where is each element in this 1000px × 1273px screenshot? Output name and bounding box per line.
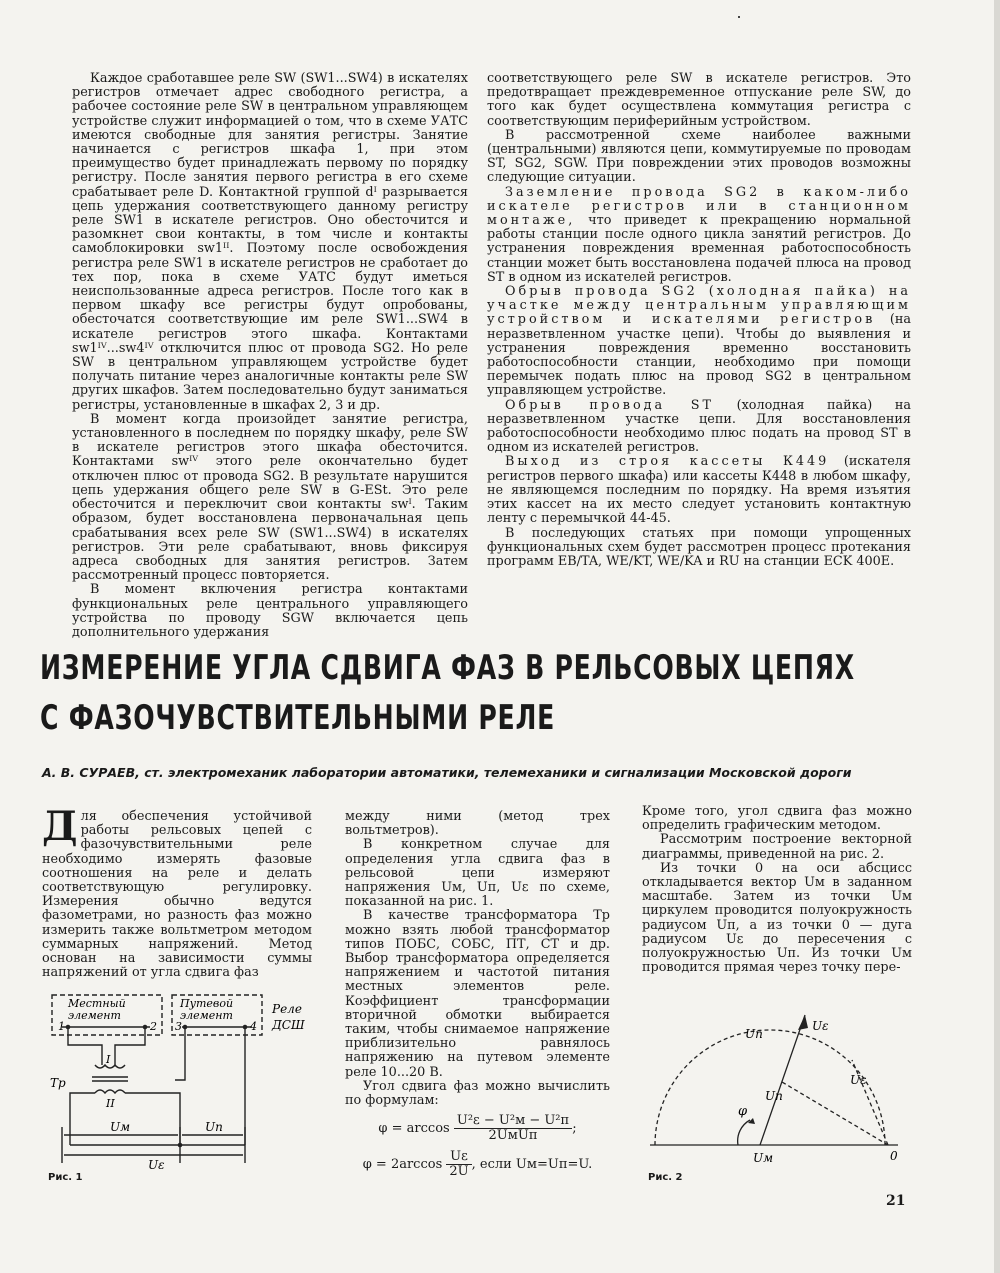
- label-um: Uм: [110, 1120, 131, 1134]
- numerator: U²ε − U²м − U²п: [454, 1114, 572, 1129]
- label-track-element: Путевой элемент: [180, 997, 234, 1022]
- label-up: Uп: [205, 1120, 223, 1134]
- winding-1: I: [106, 1053, 111, 1066]
- paragraph-text: что приведет к прекращению нормальной работы станции после одного цикла занятий регистров. До устранения повреждения временная работоспособность станции может быть восстановлена подачей плюса на провод ST в одном из искателей регистров.: [487, 213, 911, 285]
- terminal-3: 3: [175, 1020, 182, 1033]
- article-column-2: [345, 810, 610, 1181]
- paragraph-text: соответствующего реле SW в искателе регистров. Это предотвращает преждевременное отпускание реле SW, до того как будет осуществлена коммутация регистра с соответствующим периферийным устройством.: [487, 71, 911, 129]
- article-title-line-2: С ФАЗОЧУВСТВИТЕЛЬНЫМИ РЕЛЕ: [40, 698, 556, 738]
- spaced-lead: Обрыв провода SG2 (холодная пайка) на участке между центральным управляющим устройством и искателями регистров: [487, 284, 911, 328]
- paragraph: Рассмотрим построение векторной диаграммы, приведенной на рис. 2.: [642, 832, 912, 862]
- paragraph-text: (холодная пайка) на неразветвленном участке цепи. Для восстановления работоспособности необходимо плюс подать на провод ST в одном из искателей регистров.: [487, 397, 912, 456]
- paragraph: В конкретном случае для определения угла сдвига фаз в рельсовой цепи измеряют напряжения Uм, Uп, Uε по схеме, показанной на рис. 1.: [345, 837, 610, 910]
- paragraph: Каждое сработавшее реле SW (SW1...SW4) в искателях регистров отмечает адрес свободного регистра, а рабочее состояние реле SW в центральном управляющем устройстве служит информацией о том, что в схеме УАТС имеются свободные для занятия регистры. Занятие начинается с регистров шкафа 1, при этом преимущество будет принадлежать первому по порядку регистру. После занятия первого регистра в его схеме срабатывает реле D. Контактной группой dᴵ разрывается цепь удержания соответствующего данному регистру реле SW1 в искателе регистров. Оно обесточится и разомкнет свои контакты, в том числе и контакты самоблокировки sw1ᴵᴵ. Поэтому после освобождения регистра реле SW1 в искателе регистров не сработает до тех пор, пока в схеме УАТС будут иметься неиспользованные адреса регистров. После того как в первом шкафу все регистры будут опробованы, обесточатся соответствующие им реле SW1...SW4 в искателе регистров этого шкафа. Контактами sw1ᴵⱽ...sw4ᴵⱽ отключится плюс от провода SG2. Но реле SW в центральном управляющем устройстве будет получать питание через аналогичные контакты реле SW других шкафов. Затем последовательно будут заниматься регистры, установленные в шкафах 2, 3 и др.: [72, 71, 468, 413]
- spaced-lead: Выход из строя кассеты К449: [505, 454, 830, 470]
- denominator: 2U: [449, 1163, 469, 1179]
- label-phi: φ: [738, 1104, 748, 1119]
- paragraph: Кроме того, угол сдвига фаз можно определить графическим методом.: [642, 804, 912, 834]
- paragraph: В момент включения регистра контактами функциональных реле центрального управляющего устройства по проводу SGW включается цепь дополнительного удержания: [72, 582, 468, 640]
- article-column-1: [42, 803, 312, 981]
- label-local-element: Местный элемент: [68, 997, 126, 1022]
- scan-speck: [738, 16, 740, 18]
- paragraph: [487, 129, 911, 186]
- label-ue: Uε: [148, 1158, 165, 1172]
- formula-2: [345, 1150, 610, 1179]
- fraction: [454, 1114, 572, 1143]
- spaced-lead: Обрыв провода ST: [505, 397, 715, 413]
- paragraph: между ними (метод трех вольтметров).: [345, 809, 610, 839]
- numerator: Uε: [446, 1150, 471, 1165]
- top-left-column: [72, 72, 468, 640]
- terminal-1: 1: [58, 1020, 65, 1033]
- label-um: Uм: [753, 1151, 774, 1165]
- formula-lhs: φ = 2arccos: [362, 1156, 443, 1172]
- paragraph-text: В рассмотренной схеме наиболее важными (центральными) являются цепи, коммутируемые по проводам ST, SG2, SGW. При повреждении этих проводов возможны следующие ситуации.: [487, 127, 911, 186]
- denominator: 2UмUп: [488, 1128, 538, 1144]
- paragraph: [487, 285, 911, 399]
- top-right-column: [487, 72, 911, 569]
- formula-tail: ;: [572, 1121, 577, 1137]
- author-byline: А. В. СУРАЕВ, ст. электромеханик лаборатории автоматики, телемеханики и сигнализации Московской дороги: [42, 765, 852, 780]
- figure-1-caption: Рис. 1: [48, 1172, 83, 1183]
- article-title-line-1: ИЗМЕРЕНИЕ УГЛА СДВИГА ФАЗ В РЕЛЬСОВЫХ ЦЕПЯХ: [40, 648, 855, 688]
- formula-lhs: φ = arccos: [378, 1121, 450, 1137]
- paragraph: В момент когда произойдет занятие регистра, установленного в последнем по порядку шкафу, реле SW в искателе регистров этого шкафа обесточится. Контактами swᴵⱽ этого реле окончательно будет отключен плюс от провода SG2. В результате нарушится цепь удержания общего реле SW в G-ESt. Это реле обесточится и переключит свои контакты swᴵ. Таким образом, будет восстановлена первоначальная цепь срабатывания всех реле SW (SW1...SW4) в искателях регистров. Эти реле срабатывают, вновь фиксируя адреса свободных для занятия регистров. Затем рассмотренный процесс повторяется.: [72, 411, 468, 584]
- figure-2-vector-diagram: [640, 1010, 910, 1180]
- paragraph: Угол сдвига фаз можно вычислить по формулам:: [345, 1078, 610, 1109]
- paragraph: [487, 455, 911, 526]
- drop-cap: Д: [42, 803, 78, 850]
- formula-tail: , если Uм=Uп=U.: [471, 1156, 593, 1172]
- winding-2: II: [106, 1097, 115, 1110]
- label-ue-right: Uε: [850, 1073, 867, 1087]
- paragraph: [487, 527, 911, 570]
- figure-2-caption: Рис. 2: [648, 1172, 683, 1183]
- paragraph-text: (искателя регистров первого шкафа) или кассеты К448 в любом шкафу, не являющемся последним по порядку. На время изъятия этих кассет на их место следует установить контактную ленту с перемычкой 44-45.: [487, 454, 911, 527]
- paragraph: Из точки 0 на оси абсцисс откладывается вектор Uм в заданном масштабе. Затем из точки Uм циркулем проводится полуокружность радиусом Uп, а из точки 0 — дуга радиусом Uε до пересечения с полуокружностью Uп. Из точки Uм проводится прямая через точку пере-: [642, 860, 912, 976]
- paragraph: В качестве трансформатора Тр можно взять любой трансформатор типов ПОБС, СОБС, ПТ, СТ и др. Выбор трансформатора определяется напряжением и частотой питания местных элементов реле. Коэффициент трансформации вторичной обмотки выбирается таким, чтобы снимаемое напряжение приблизительно равнялось напряжению на путевом элементе реле 10...20 В.: [345, 908, 610, 1080]
- figure-1-circuit-diagram: [40, 985, 310, 1180]
- article-column-3: [642, 805, 912, 975]
- label-origin: 0: [890, 1149, 898, 1163]
- label-transformer: Тр: [50, 1076, 66, 1090]
- paragraph-text: ля обеспечения устойчивой работы рельсовых цепей с фазочувствительными реле необходимо измерять фазовые соотношения на реле и делать соответствующую регулировку. Измерения обычно ведутся фазометрами, но разность фаз можно измерить также вольтметром методом суммарных напряжений. Метод основан на зависимости суммы напряжений от угла сдвига фаз: [42, 809, 312, 981]
- label-up-top: Uп: [745, 1027, 763, 1041]
- paragraph: [487, 399, 911, 456]
- paragraph-text: (на неразветвленном участке цепи). Чтобы до выявления и устранения повреждения временно восстановить работоспособности станции, необходимо при помощи перемычек подать плюс на провод SG2 в центральном управляющем устройстве.: [487, 312, 911, 399]
- paragraph: [487, 186, 911, 285]
- paragraph: [42, 803, 312, 981]
- label-up-vector: Uп: [765, 1089, 783, 1103]
- label-relay: Реле ДСШ: [272, 1002, 305, 1032]
- terminal-4: 4: [250, 1020, 257, 1033]
- paragraph: [487, 72, 911, 129]
- paragraph-text: В последующих статьях при помощи упрощенных функциональных схем будет рассмотрен процесс протекания программ EB/TA, WE/KT, WE/KA и RU на станции ECK 400E.: [487, 525, 911, 569]
- fraction: [446, 1150, 471, 1179]
- terminal-2: 2: [150, 1020, 157, 1033]
- formula-1: [345, 1114, 610, 1143]
- spaced-lead: Заземление провода SG2 в каком-либо искателе регистров или в станционном монтаже,: [487, 184, 911, 229]
- page-number: 21: [886, 1193, 906, 1209]
- scan-edge: [994, 0, 1000, 1273]
- label-ue-top: Uε: [812, 1019, 829, 1033]
